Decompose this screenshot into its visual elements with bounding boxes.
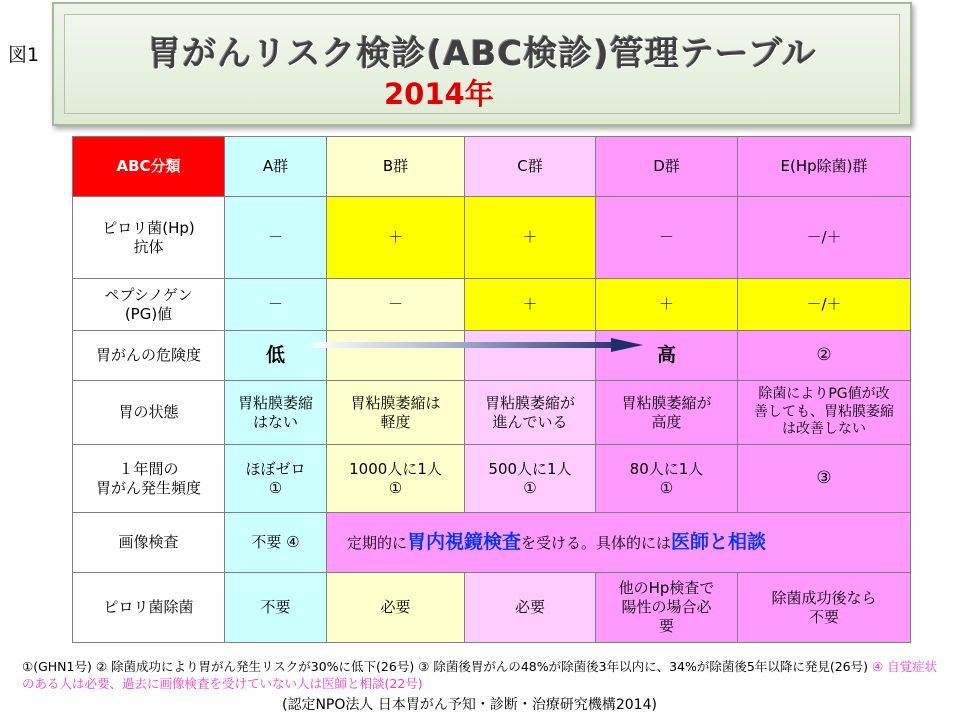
group-d-header: D群 [596,137,738,197]
risk-low: 低 [225,331,327,381]
erad-d-line2: 陽性の場合必 [621,598,712,617]
stomach-state-label: 胃の状態 [73,381,225,445]
imaging-row [73,513,911,573]
state-a-line1: 胃粘膜萎縮 [237,393,313,412]
pg-value-e: －/＋ [738,279,911,331]
title-banner [52,2,912,126]
state-c-line2: 進んでいる [492,412,568,431]
state-e [738,381,911,445]
hp-value-d: － [596,197,738,279]
footnote [22,658,942,692]
hp-antibody-row [73,197,911,279]
state-b-line2: 軽度 [380,412,411,431]
erad-e [738,573,911,643]
hp-label-line1: ピロリ菌(Hp) [102,218,195,237]
risk-label: 胃がんの危険度 [73,331,225,381]
year-label: 2014年 [384,77,494,111]
pg-value-d: ＋ [596,279,738,331]
erad-d-line3: 要 [658,616,674,635]
rec-consult-doctor: 医師と相談 [671,530,767,553]
hp-value-c: ＋ [465,197,596,279]
imaging-recommendation [327,513,911,573]
frequency-label [73,445,225,513]
pepsinogen-row [73,279,911,331]
state-c-line1: 胃粘膜萎縮が [484,393,575,412]
state-e-line3: は改善しない [782,421,866,438]
group-a-header: A群 [225,137,327,197]
freq-b [327,445,465,513]
state-b-line1: 胃粘膜萎縮は [350,393,441,412]
freq-label-line1: １年間の [118,459,179,478]
risk-high: 高 [596,331,738,381]
hp-antibody-label [73,197,225,279]
erad-e-line2: 不要 [808,607,839,626]
erad-b: 必要 [327,573,465,643]
state-b [327,381,465,445]
freq-c [465,445,596,513]
eradication-label: ピロリ菌除菌 [73,573,225,643]
group-c-header: C群 [465,137,596,197]
pg-label-line1: ペプシノゲン [104,285,193,304]
state-d-line2: 高度 [651,412,682,431]
erad-d [596,573,738,643]
erad-e-line1: 除菌成功後なら [771,588,877,607]
freq-b-line1: 1000人に1人 [349,459,442,478]
abc-classification-header: ABC分類 [73,137,225,197]
erad-d-line1: 他のHp検査で [618,579,715,598]
hp-value-e: －/＋ [738,197,911,279]
risk-gradient-arrow [313,338,643,352]
figure-label: 図1 [8,44,40,66]
abc-management-table [72,136,911,643]
eradication-row [73,573,911,643]
footnote-text: ①(GHN1号) ② 除菌成功により胃がん発生リスクが30%に低下(26号) ③ 除菌後胃がんの48%が除菌後3年以内に、34%が除菌後5年以降に発見(26号) [22,659,872,674]
group-b-header: B群 [327,137,465,197]
freq-b-line2: ① [388,478,403,497]
state-d [596,381,738,445]
footnote-note-4: ④ 自覚症状のある人は必要、過去に画像検査を受けていない人は医師と相談(22号) [22,659,938,691]
freq-e: ③ [738,445,911,513]
cancer-frequency-row [73,445,911,513]
pg-value-c: ＋ [465,279,596,331]
pg-label-line2: (PG)値 [124,304,173,323]
source-credit: (認定NPO法人 日本胃がん予知・診断・治療研究機構2014) [282,697,657,713]
freq-d [596,445,738,513]
rec-endoscopy: 胃内視鏡検査 [407,530,522,553]
state-c [465,381,596,445]
header-row [73,137,911,197]
erad-a: 不要 [225,573,327,643]
page-title: 胃がんリスク検診(ABC検診)管理テーブル [147,34,817,74]
risk-e-value: ② [738,331,911,381]
freq-c-line2: ① [523,478,537,497]
freq-d-line2: ① [659,478,674,497]
freq-label-line2: 胃がん発生頻度 [95,478,201,497]
pg-value-b: － [327,279,465,331]
freq-d-line1: 80人に1人 [629,459,704,478]
imaging-a: 不要 ④ [225,513,327,573]
hp-label-line2: 抗体 [133,237,164,256]
imaging-label: 画像検査 [73,513,225,573]
freq-a-line1: ほぼゼロ [245,459,306,478]
rec-prefix: 定期的に [347,533,408,552]
hp-value-b: ＋ [327,197,465,279]
state-e-line2: 善しても、胃粘膜萎縮 [754,403,894,420]
state-d-line1: 胃粘膜萎縮が [621,393,712,412]
stomach-state-row [73,381,911,445]
rec-middle: を受ける。具体的には [521,533,672,552]
state-e-line1: 除菌によりPG値が改 [758,386,890,403]
freq-a [225,445,327,513]
state-a [225,381,327,445]
hp-value-a: － [225,197,327,279]
erad-c: 必要 [465,573,596,643]
group-e-header: E(Hp除菌)群 [738,137,911,197]
state-a-line2: はない [252,412,298,431]
freq-a-line2: ① [268,478,283,497]
pepsinogen-label [73,279,225,331]
pg-value-a: － [225,279,327,331]
freq-c-line1: 500人に1人 [488,459,572,478]
